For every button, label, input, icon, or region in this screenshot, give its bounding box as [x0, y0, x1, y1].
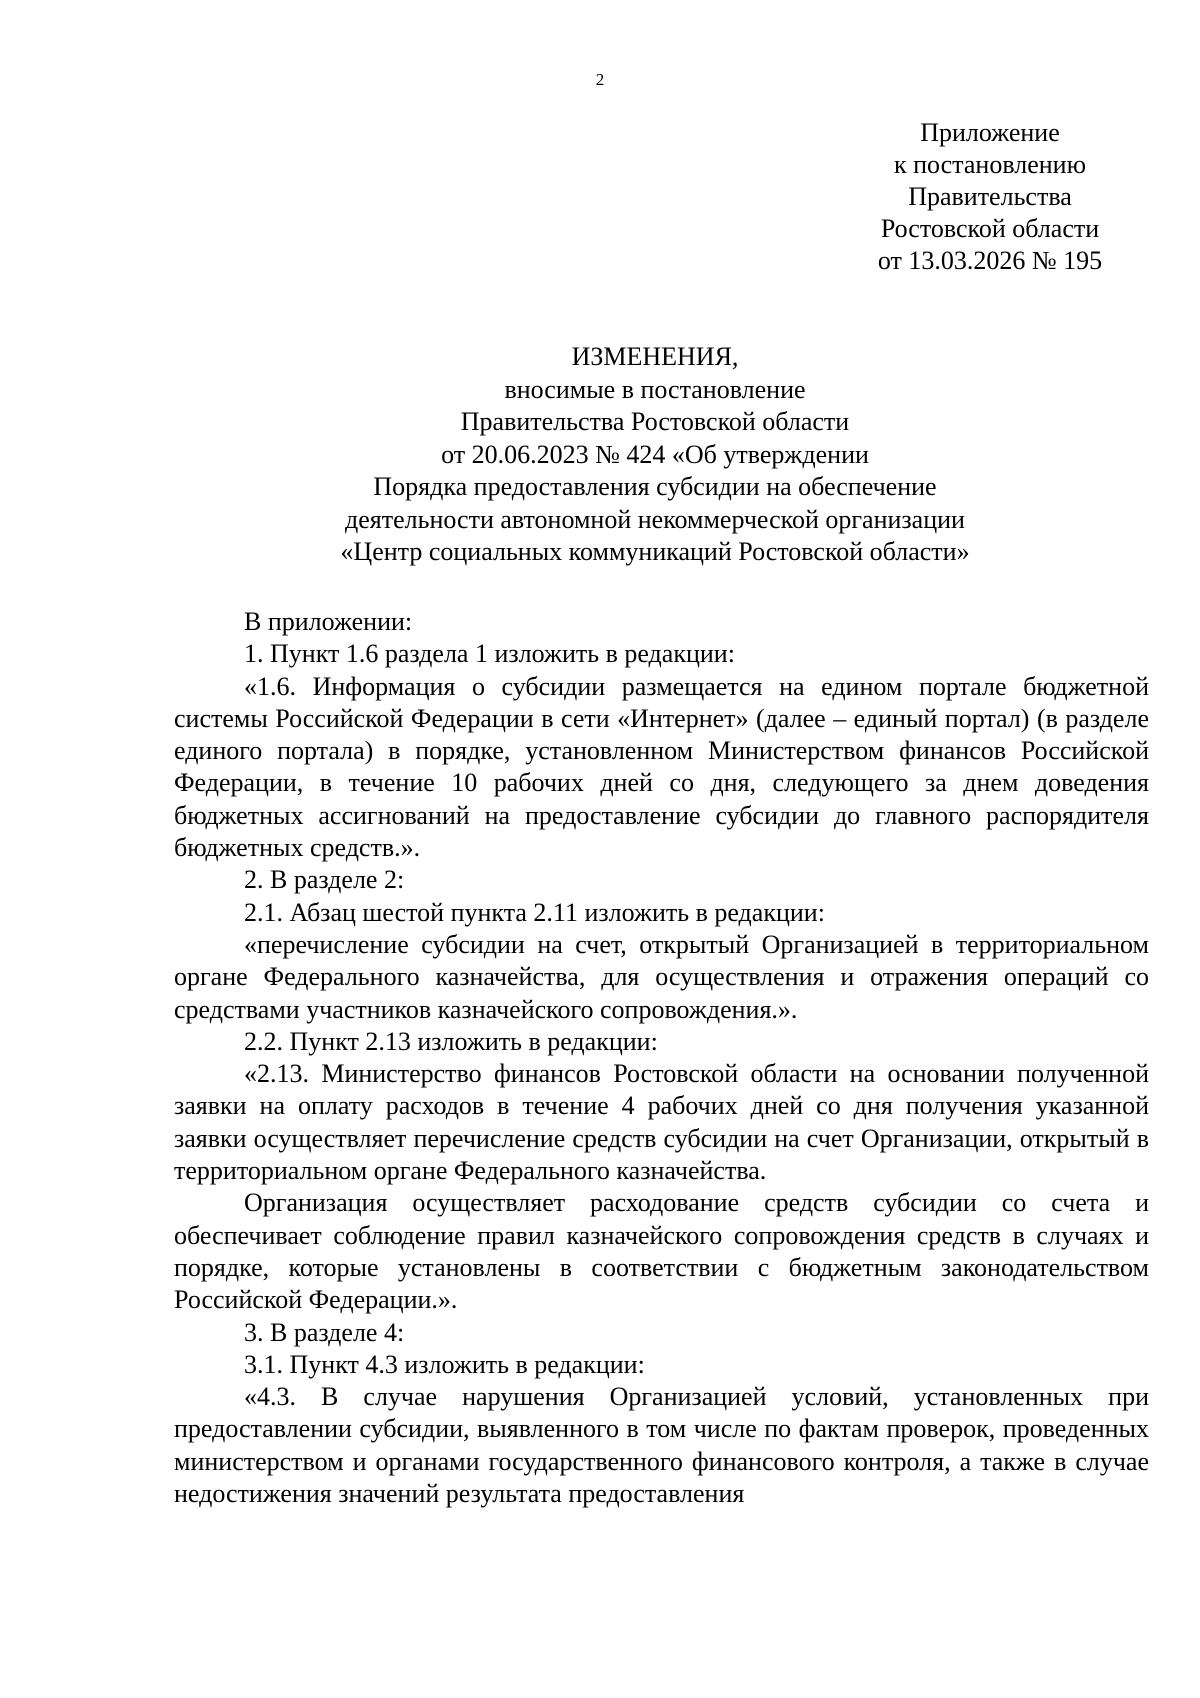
appendix-line: от 13.03.2026 № 195: [877, 246, 1103, 275]
title-line: Порядка предоставления субсидии на обеспечение: [373, 472, 937, 501]
body-paragraph: 3. В разделе 4:: [244, 1317, 405, 1347]
document-body: [174, 606, 1149, 1510]
document-title: [170, 341, 1140, 569]
appendix-line: Ростовской области: [880, 214, 1100, 243]
body-paragraph: Организация осуществляет расходование средств субсидии со счета и обеспечивает соблюдение правил казначейского сопровождения средств в случаях и порядке, которые установлены в соответствии с бюджетным законодательством Российской Федерации.».: [174, 1188, 1149, 1315]
body-paragraph: В приложении:: [244, 607, 413, 636]
body-paragraph: «перечисление субсидии на счет, открытый Организацией в территориальном органе Федерального казначейства, для осуществления и отражения операций со средствами участников казначейского сопровождения.».: [174, 929, 1149, 1024]
body-paragraph: 2.1. Абзац шестой пункта 2.11 изложить в редакции:: [244, 897, 825, 927]
title-heading: ИЗМЕНЕНИЯ,: [571, 342, 739, 371]
page-number: 2: [595, 70, 605, 89]
appendix-stamp: [820, 117, 1160, 277]
body-paragraph: 2. В разделе 2:: [244, 865, 405, 895]
title-line: Правительства Ростовской области: [460, 407, 850, 436]
body-paragraph: 2.2. Пункт 2.13 изложить в редакции:: [244, 1026, 658, 1056]
body-paragraph: 3.1. Пункт 4.3 изложить в редакции:: [244, 1349, 645, 1379]
body-paragraph: «4.3. В случае нарушения Организацией условий, установленных при предоставлении субсидии, выявленного в том числе по фактам проверок, проведенных министерством и органами государственного финансового контроля, а также в случае недостижения значений результата предоставления: [174, 1382, 1149, 1509]
body-paragraph: «2.13. Министерство финансов Ростовской области на основании полученной заявки на оплату расходов в течение 4 рабочих дней со дня получения указанной заявки осуществляет перечисление средств субсидии на счет Организации, открытый в территориальном органе Федерального казначейства.: [174, 1059, 1149, 1186]
appendix-line: Правительства: [908, 182, 1072, 211]
appendix-line: Приложение: [920, 118, 1060, 147]
appendix-line: к постановлению: [893, 150, 1087, 179]
title-line: «Центр социальных коммуникаций Ростовской области»: [340, 537, 970, 566]
title-line: от 20.06.2023 № 424 «Об утверждении: [441, 439, 869, 469]
body-paragraph: «1.6. Информация о субсидии размещается на едином портале бюджетной системы Российской Федерации в сети «Интернет» (далее – единый портал) (в разделе единого портала) в порядке, установленном Министерством финансов Российской Федерации, в течение 10 рабочих дней со дня, следующего за днем доведения бюджетных ассигнований на предоставление субсидии до главного распорядителя бюджетных средств.».: [174, 671, 1149, 863]
title-line: деятельности автономной некоммерческой организации: [345, 504, 965, 534]
body-paragraph: 1. Пункт 1.6 раздела 1 изложить в редакции:: [244, 639, 735, 669]
title-line: вносимые в постановление: [504, 374, 806, 404]
